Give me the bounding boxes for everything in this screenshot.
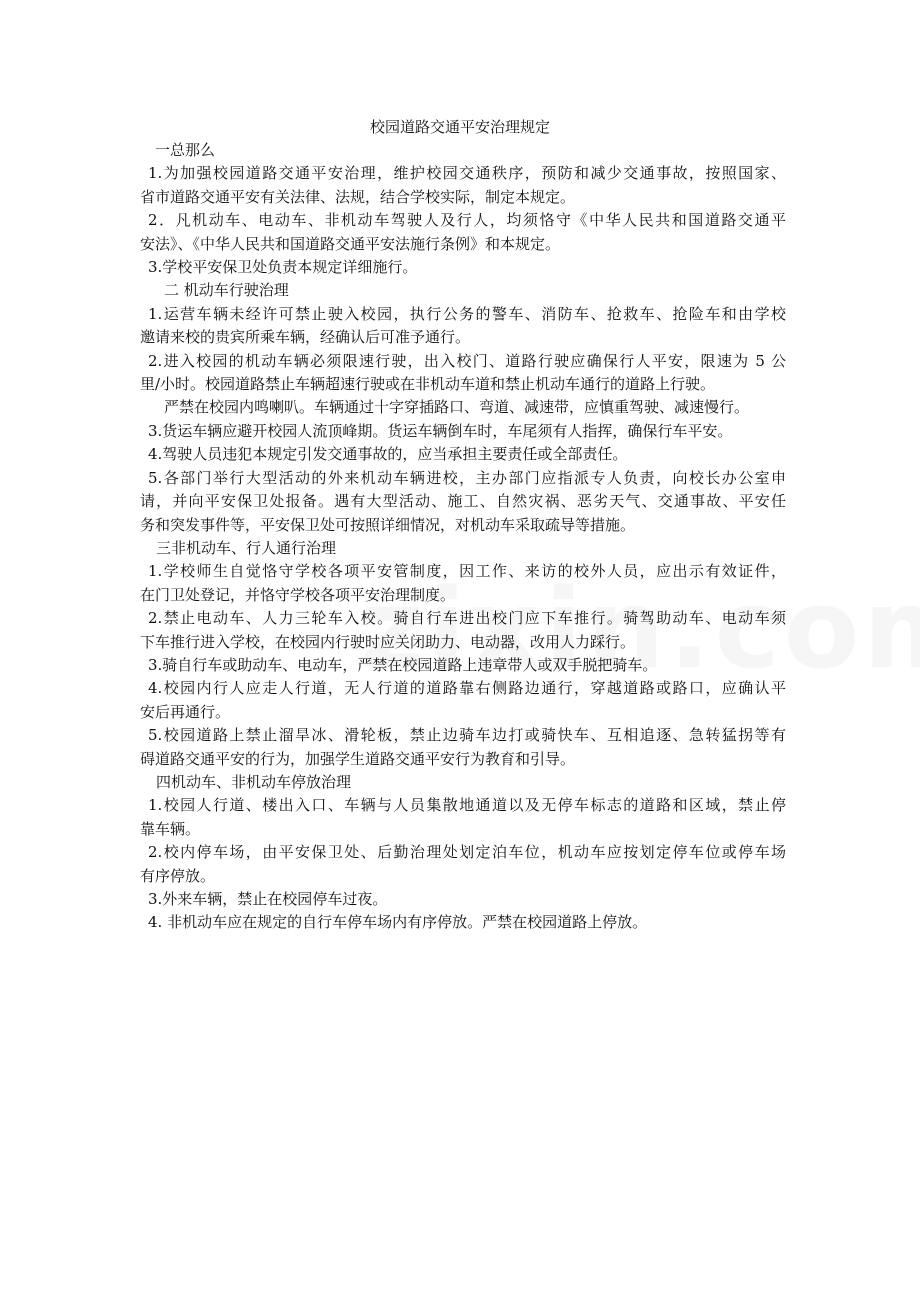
text-line: 下车推行进入学校，在校园内行驶时应关闭助力、电动器，改用人力踩行。 — [140, 632, 636, 651]
text-line: 碍道路交通平安的行为，加强学生道路交通平安行为教育和引导。 — [140, 749, 576, 768]
text-line: 靠车辆。 — [140, 819, 201, 838]
section-heading-general: 一总那么 — [155, 141, 216, 159]
text-line: 2.校内停车场，由平安保卫处、后勤治理处划定泊车位，机动车应按划定停车位或停车场 — [148, 843, 786, 862]
text-line: 务和突发事件等，平安保卫处可按照详细情况，对机动车采取疏导等措施。 — [140, 515, 636, 534]
text-line: 1.学校师生自觉恪守学校各项平安管制度，因工作、来访的校外人员，应出示有效证件， — [148, 562, 786, 581]
text-line: 安法》、《中华人民共和国道路交通平安法施行条例》和本规定。 — [140, 234, 561, 253]
text-line: 4. 非机动车应在规定的自行车停车场内有序停放。严禁在校园道路上停放。 — [148, 913, 648, 932]
document-body — [140, 139, 786, 935]
text-line: 4.校园内行人应走人行道，无人行道的道路靠右侧路边通行，穿越道路或路口，应确认平 — [148, 679, 786, 698]
text-line: 省市道路交通平安有关法律、法规，结合学校实际，制定本规定。 — [140, 187, 576, 206]
text-line: 里/小时。校园道路禁止车辆超速行驶或在非机动车道和禁止机动车通行的道路上行驶。 — [140, 375, 716, 394]
text-line: 2．凡机动车、电动车、非机动车驾驶人及行人，均须恪守《中华人民共和国道路交通平 — [148, 211, 786, 230]
text-line: 1.运营车辆未经许可禁止驶入校园，执行公务的警车、消防车、抢救车、抢险车和由学校 — [148, 304, 786, 323]
document-title: 校园道路交通平安治理规定 — [369, 118, 550, 136]
text-line: 1.为加强校园道路交通平安治理，维护校园交通秩序，预防和减少交通事故，按照国家、 — [148, 164, 786, 183]
text-line: 4.驾驶人员违犯本规定引发交通事故的，应当承担主要责任或全部责任。 — [148, 445, 628, 464]
section-heading-motor-vehicles: 二 机动车行驶治理 — [164, 281, 289, 300]
text-line: 3.学校平安保卫处负责本规定详细施行。 — [148, 258, 418, 277]
text-line: 2.进入校园的机动车辆必须限速行驶，出入校门、道路行驶应确保行人平安，限速为 5 公 — [148, 351, 786, 370]
text-line: 1.校园人行道、楼出入口、车辆与人员集散地通道以及无停车标志的道路和区域，禁止停 — [148, 796, 786, 815]
text-line: 邀请来校的贵宾所乘车辆，经确认后可准予通行。 — [140, 328, 471, 347]
section-heading-non-motor-vehicles: 三非机动车、行人通行治理 — [156, 538, 337, 557]
text-line: 严禁在校园内鸣喇叭。车辆通过十字穿插路口、弯道、减速带，应慎重驾驶、减速慢行。 — [164, 398, 750, 417]
text-line: 在门卫处登记，并恪守学校各项平安治理制度。 — [140, 585, 456, 604]
text-line: 5.各部门举行大型活动的外来机动车辆进校，主办部门应指派专人负责，向校长办公室申 — [148, 468, 786, 487]
text-line: 5.校园道路上禁止溜旱冰、滑轮板，禁止边骑车边打或骑快车、互相追逐、急转猛拐等有 — [148, 726, 786, 745]
text-line: 安后再通行。 — [140, 702, 231, 721]
text-line: 2.禁止电动车、人力三轮车入校。骑自行车进出校门应下车推行。骑驾助动车、电动车须 — [148, 609, 786, 628]
text-line: 有序停放。 — [140, 866, 216, 885]
section-heading-parking: 四机动车、非机动车停放治理 — [156, 772, 352, 791]
text-line: 3.货运车辆应避开校园人流顶峰期。货运车辆倒车时，车尾须有人指挥，确保行车平安。 — [148, 421, 733, 440]
text-line: 3.外来车辆，禁止在校园停车过夜。 — [148, 890, 388, 908]
text-line: 3.骑自行车或助动车、电动车，严禁在校园道路上违章带人或双手脱把骑车。 — [148, 655, 658, 674]
text-line: 请，并向平安保卫处报备。遇有大型活动、施工、自然灾祸、恶劣天气、交通事故、平安任 — [140, 492, 786, 511]
